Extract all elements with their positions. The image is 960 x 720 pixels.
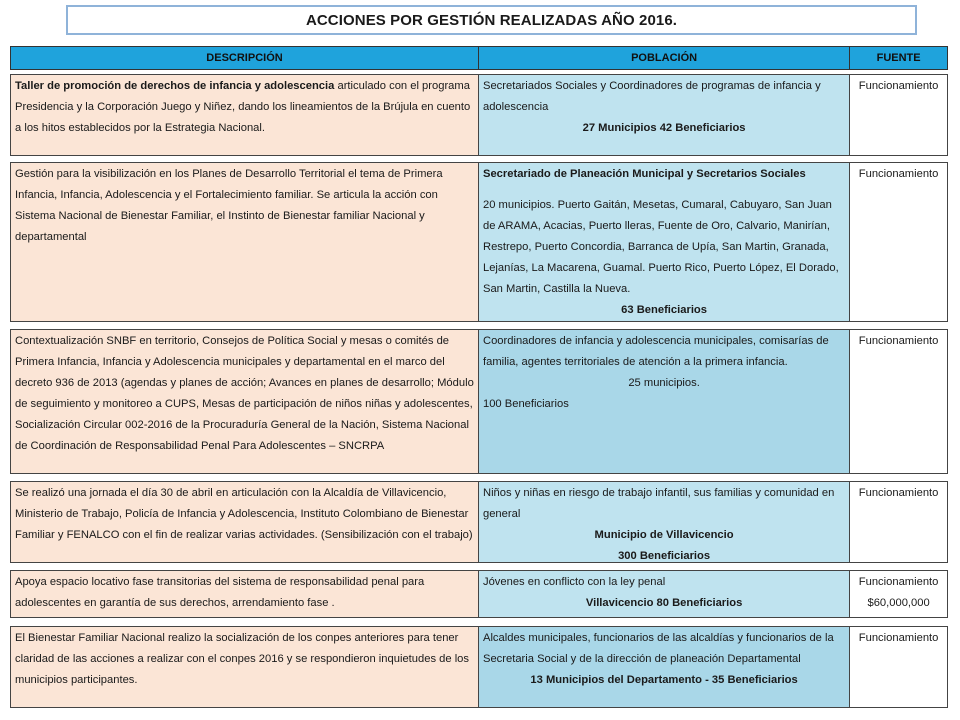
population-text: Alcaldes municipales, funcionarios de las alcaldías y funcionarios de la Secretaria Social y de la dirección de planeación Departamental — [482, 632, 834, 665]
table-header — [10, 46, 948, 70]
row-population — [479, 163, 850, 321]
table-row — [10, 162, 948, 322]
header-population: POBLACIÓN — [479, 47, 850, 69]
row-description: Se realizó una jornada el día 30 de abril en articulación con la Alcaldía de Villavicencio, Ministerio de Trabajo, Policía de Infancia y Adolescencia, Instituto Colombiano de Bienestar Familiar y FENALCO con el fin de realizar varias actividades. (Sensibilización con el trabajo) — [11, 482, 479, 562]
table-row — [10, 626, 948, 708]
header-description: DESCRIPCIÓN — [11, 47, 479, 69]
row-population — [479, 571, 850, 617]
row-source: Funcionamiento — [850, 75, 947, 155]
row-description: Contextualización SNBF en territorio, Consejos de Política Social y mesas o comités de Primera Infancia, Infancia y Adolescencia municipales y departamental en el marco del decreto 936 de 2013 (agendas y planes de acción; Avances en planes de desarrollo; Módulo de seguimiento y monitoreo a CUPS, Mesas de participación de niños niñas y adolescentes, Socialización Circular 002-2016 de la Procuraduría General de la Nación, Sistema Nacional de Coordinación de Responsabilidad Penal Para Adolescentes – SNCRPA — [11, 330, 479, 473]
description-text: articulado con el programa Presidencia y la Corporación Juego y Niñez, dando los lineamientos de la Brújula en cuento a los hitos establecidos por la Estrategia Nacional. — [15, 80, 471, 134]
page-title: ACCIONES POR GESTIÓN REALIZADAS AÑO 2016. — [305, 11, 678, 29]
table-row — [10, 570, 948, 618]
population-summary: 27 Municipios 42 Beneficiarios — [582, 122, 746, 134]
population-text: 20 municipios. Puerto Gaitán, Mesetas, Cumaral, Cabuyaro, San Juan de ARAMA, Acacias, Puerto lleras, Fuente de Oro, Calvario, Manirían, Restrepo, Puerto Concordia, Barranca de Upía, San Martin, Granada, Lejanías, La Macarena, Guamal. Puerto Rico, Puerto López, El Dorado, San Martin, Castilla la Nueva. — [482, 199, 839, 295]
table-row — [10, 481, 948, 563]
population-summary: 13 Municipios del Departamento - 35 Beneficiarios — [530, 674, 798, 686]
row-description: Apoya espacio locativo fase transitorias del sistema de responsabilidad penal para adolescentes en garantía de sus derechos, arrendamiento fase . — [11, 571, 479, 617]
population-text: Coordinadores de infancia y adolescencia municipales, comisarías de familia, agentes territoriales de atención a la primera infancia. — [482, 335, 829, 368]
row-description: Gestión para la visibilización en los Planes de Desarrollo Territorial el tema de Primera Infancia, Infancia, Adolescencia y el Fortalecimiento familiar. Se articula la acción con Sistema Nacional de Bienestar Familiar, el Instinto de Bienestar familiar Nacional y departamental — [11, 163, 479, 321]
row-source: Funcionamiento — [850, 482, 947, 562]
population-text: Jóvenes en conflicto con la ley penal — [482, 576, 666, 588]
row-source — [850, 571, 947, 617]
population-summary: 63 Beneficiarios — [621, 304, 707, 316]
row-population — [479, 482, 850, 562]
row-population — [479, 330, 850, 473]
population-municipality: Municipio de Villavicencio — [594, 529, 734, 541]
population-text: Secretariados Sociales y Coordinadores de programas de infancia y adolescencia — [482, 80, 821, 113]
source-amount: $60,000,000 — [867, 597, 930, 609]
population-heading: Secretariado de Planeación Municipal y Secretarios Sociales — [482, 168, 806, 180]
row-source: Funcionamiento — [850, 330, 947, 473]
row-population — [479, 627, 850, 707]
row-population — [479, 75, 850, 155]
description-highlight: Taller de promoción de derechos de infancia y adolescencia — [15, 80, 335, 92]
population-municipalities: 25 municipios. — [628, 377, 700, 389]
population-text: Niños y niñas en riesgo de trabajo infantil, sus familias y comunidad en general — [482, 487, 835, 520]
row-description — [11, 75, 479, 155]
header-source: FUENTE — [850, 47, 947, 69]
title-box — [66, 5, 917, 35]
table-row — [10, 74, 948, 156]
population-beneficiaries: 100 Beneficiarios — [482, 398, 569, 410]
row-source: Funcionamiento — [850, 627, 947, 707]
population-summary: 300 Beneficiarios — [618, 550, 711, 562]
table-row — [10, 329, 948, 474]
row-description: El Bienestar Familiar Nacional realizo la socialización de los conpes anteriores para tener claridad de las acciones a realizar con el conpes 2016 y se respondieron inquietudes de los municipios participantes. — [11, 627, 479, 707]
population-summary: Villavicencio 80 Beneficiarios — [585, 597, 743, 609]
row-source: Funcionamiento — [850, 163, 947, 321]
source-label: Funcionamiento — [858, 576, 939, 588]
